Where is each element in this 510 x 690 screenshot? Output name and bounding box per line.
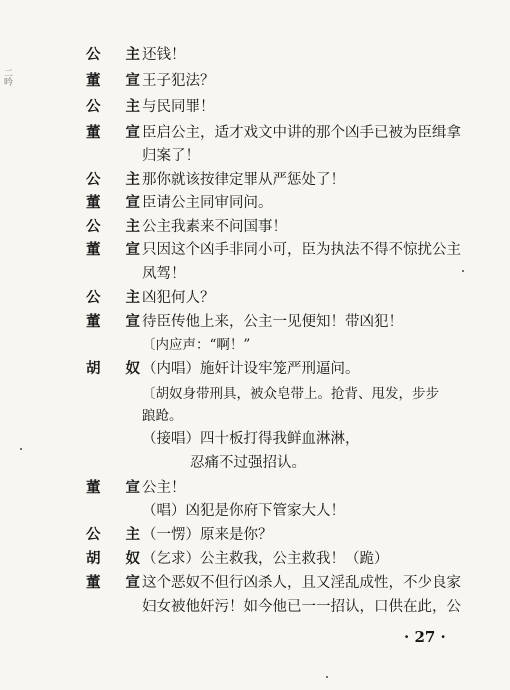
line-text: 臣启公主，适才戏文中讲的那个凶手已被为臣缉拿: [142, 125, 461, 141]
line-text: 与民同罪！: [142, 99, 215, 115]
margin-mark: 二 吟: [4, 69, 14, 88]
line-text: 归案了！: [142, 148, 200, 164]
line-text: 这个恶奴不但行凶杀人，且又淫乱成性，不少良家: [142, 575, 461, 591]
line-text: （乞求）公主救我，公主救我！（跪）: [142, 551, 389, 567]
line-text: 还钱！: [142, 47, 186, 63]
page-number: · 27 ·: [404, 628, 446, 646]
line-text: （接唱）四十板打得我鲜血淋淋，: [142, 431, 360, 447]
line-text: 踉跄。: [142, 408, 183, 424]
line-text: （唱）凶犯是你府下管家大人！: [142, 503, 345, 519]
line-text: 〔内应声：“啊！”: [142, 337, 251, 353]
speaker-name: 董 宣: [86, 479, 151, 496]
speaker-name: 公 主: [86, 46, 151, 63]
line-text: 忍痛不过强招认。: [190, 455, 306, 471]
speaker-name: 公 主: [86, 98, 151, 115]
line-text: 公主我素来不问国事！: [142, 219, 287, 235]
speaker-name: 董 宣: [86, 72, 151, 89]
line-text: 待臣传他上来，公主一见便知！带凶犯！: [142, 314, 403, 330]
line-text: （一愣）原来是你？: [142, 527, 273, 543]
line-text: 臣请公主同审同问。: [142, 195, 273, 211]
speaker-name: 董 宣: [86, 241, 151, 258]
paper-speck: [20, 448, 22, 450]
speaker-name: 胡 奴: [86, 360, 151, 377]
speaker-name: 董 宣: [86, 194, 151, 211]
line-text: 只因这个凶手非同小可，臣为执法不得不惊扰公主: [142, 242, 461, 258]
speaker-name: 董 宣: [86, 124, 151, 141]
line-text: 王子犯法？: [142, 73, 215, 89]
line-text: 凤驾！: [142, 266, 186, 282]
speaker-name: 公 主: [86, 289, 151, 306]
line-text: 公主！: [142, 480, 186, 496]
speaker-name: 胡 奴: [86, 550, 151, 567]
speaker-name: 董 宣: [86, 313, 151, 330]
line-text: 凶犯何人？: [142, 290, 215, 306]
speaker-name: 董 宣: [86, 574, 151, 591]
line-text: 〔胡奴身带刑具，被众皂带上。抢背、甩发，步步: [142, 386, 439, 402]
line-text: （内唱）施奸计设牢笼严刑逼问。: [142, 361, 360, 377]
speaker-name: 公 主: [86, 218, 151, 235]
speaker-name: 公 主: [86, 171, 151, 188]
paper-speck: [326, 676, 328, 678]
paper-speck: [462, 270, 464, 272]
speaker-name: 公 主: [86, 526, 151, 543]
line-text: 妇女被他奸污！如今他已一一招认，口供在此，公: [142, 599, 461, 615]
line-text: 那你就该按律定罪从严惩处了！: [142, 172, 345, 188]
